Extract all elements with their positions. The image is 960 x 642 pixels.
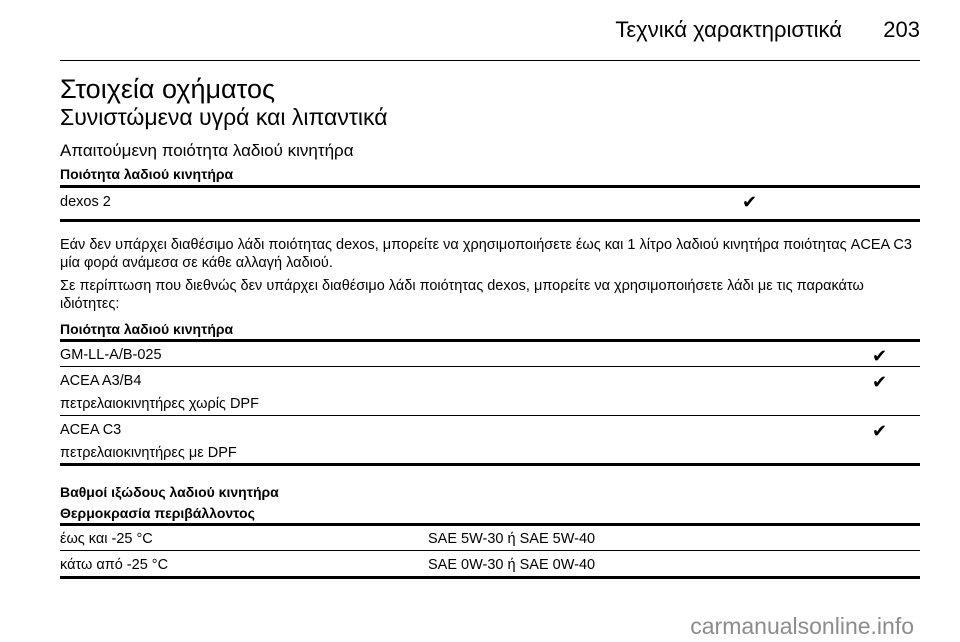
checkmark-icon: ✔ [742,192,758,212]
table2-row-spec: GM-LL-A/B-025 [60,347,162,363]
table1-top-rule [60,185,920,188]
table2-top-rule [60,339,920,342]
subsection-title: Συνιστώμενα υγρά και λιπαντικά [60,104,388,130]
subheading: Απαιτούμενη ποιότητα λαδιού κινητήρα [60,141,354,160]
table3-grade-cell: SAE 5W-30 ή SAE 5W-40 [428,531,596,547]
table1-bottom-rule [60,219,920,222]
table3-header: Θερμοκρασία περιβάλλοντος [60,505,255,521]
table3-row-divider [60,550,920,551]
table2-row-note: πετρελαιοκινητήρες χωρίς DPF [60,396,259,412]
checkmark-icon: ✔ [872,346,888,366]
table2-row-divider [60,415,920,416]
running-header-title: Τεχνικά χαρακτηριστικά [615,17,842,42]
checkmark-icon: ✔ [872,421,888,441]
table3-bottom-rule [60,576,920,579]
table3-temp-cell: κάτω από -25 °C [60,557,169,573]
table2-bottom-rule [60,463,920,466]
paragraph-acea-c3-note: Εάν δεν υπάρχει διαθέσιμο λάδι ποιότητας dexos, μπορείτε να χρησιμοποιήσετε έως και 1 λίτρο λαδιού κινητήρα ποιότητας ACEA C3 μία φορά ανάμεσα σε κάθε αλλαγή λαδιού. [60,237,912,271]
checkmark-icon: ✔ [872,372,888,392]
table3-temp-cell: έως και -25 °C [60,531,153,547]
table2-row-spec: ACEA C3 [60,422,122,438]
watermark: carmanualsonline.info [690,613,914,639]
header-rule [60,60,920,61]
table1-header: Ποιότητα λαδιού κινητήρα [60,166,234,182]
table3-grade-cell: SAE 0W-30 ή SAE 0W-40 [428,557,596,573]
table3-title: Βαθμοί ιξώδους λαδιού κινητήρα [60,484,279,500]
page-number: 203 [883,17,920,42]
table2-header: Ποιότητα λαδιού κινητήρα [60,321,234,337]
table2-row-spec: ACEA A3/B4 [60,373,142,389]
table3-top-rule [60,523,920,526]
section-title: Στοιχεία οχήματος [60,74,275,104]
table1-row-label: dexos 2 [60,194,111,210]
table2-row-note: πετρελαιοκινητήρες με DPF [60,445,237,461]
paragraph-alternative-oil: Σε περίπτωση που διεθνώς δεν υπάρχει διαθέσιμο λάδι ποιότητας dexos, μπορείτε να χρησιμοποιήσετε λάδι με τις παρακάτω ιδιότητες: [60,278,864,312]
table2-row-divider [60,366,920,367]
